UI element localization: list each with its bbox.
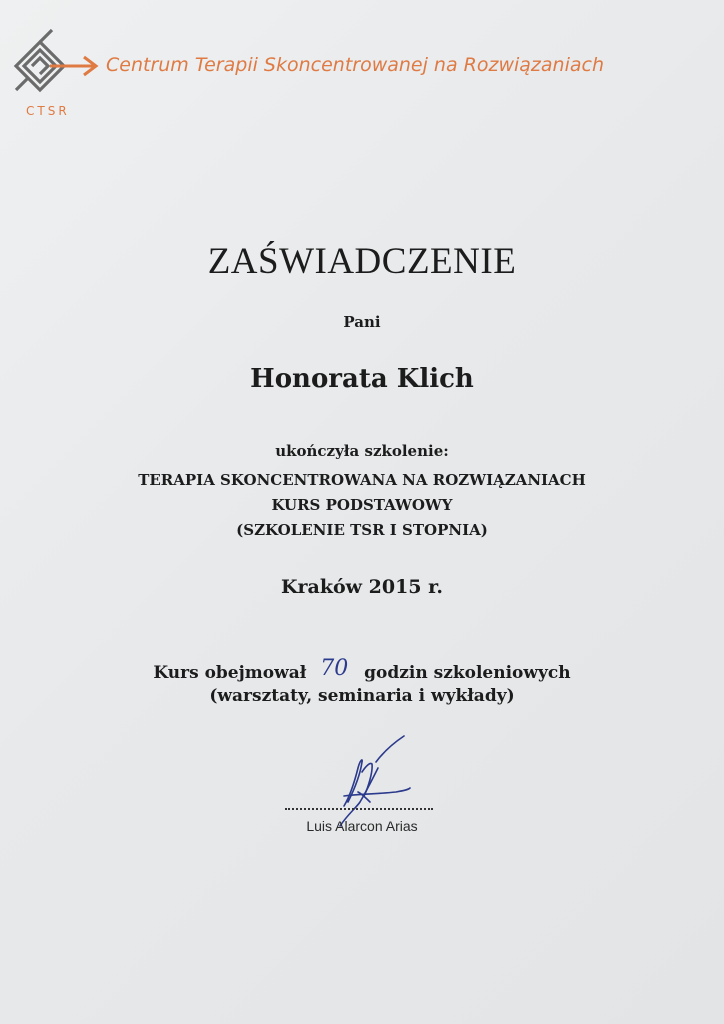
- completed-text: ukończyła szkolenie:: [275, 442, 449, 460]
- hours-suffix: godzin szkoleniowych: [364, 663, 571, 683]
- signature-line: [285, 808, 433, 810]
- place-year: Kraków 2015 r.: [280, 576, 444, 598]
- signer-name: Luis Alarcon Arias: [306, 818, 418, 834]
- signature-scribble-icon: [318, 732, 438, 832]
- logo-abbreviation: CTSR: [26, 104, 70, 118]
- course-line: KURS PODSTAWOWY: [271, 496, 453, 514]
- recipient-name: Honorata Klich: [250, 364, 474, 394]
- hours-prefix: Kurs obejmował: [153, 663, 307, 683]
- hours-value-handwritten: 70: [320, 656, 349, 681]
- course-line: TERAPIA SKONCENTROWANA NA ROZWIĄZANIACH: [138, 471, 586, 489]
- activities-text: (warsztaty, seminaria i wykłady): [209, 686, 515, 706]
- course-line: (SZKOLENIE TSR I STOPNIA): [236, 521, 488, 539]
- ctsr-logo-icon: [10, 26, 102, 106]
- course-hours: [0, 656, 724, 684]
- organization-name: Centrum Terapii Skoncentrowanej na Rozwiązaniach: [106, 54, 604, 76]
- salutation: Pani: [343, 313, 381, 331]
- certificate-title: ZAŚWIADCZENIE: [207, 241, 517, 282]
